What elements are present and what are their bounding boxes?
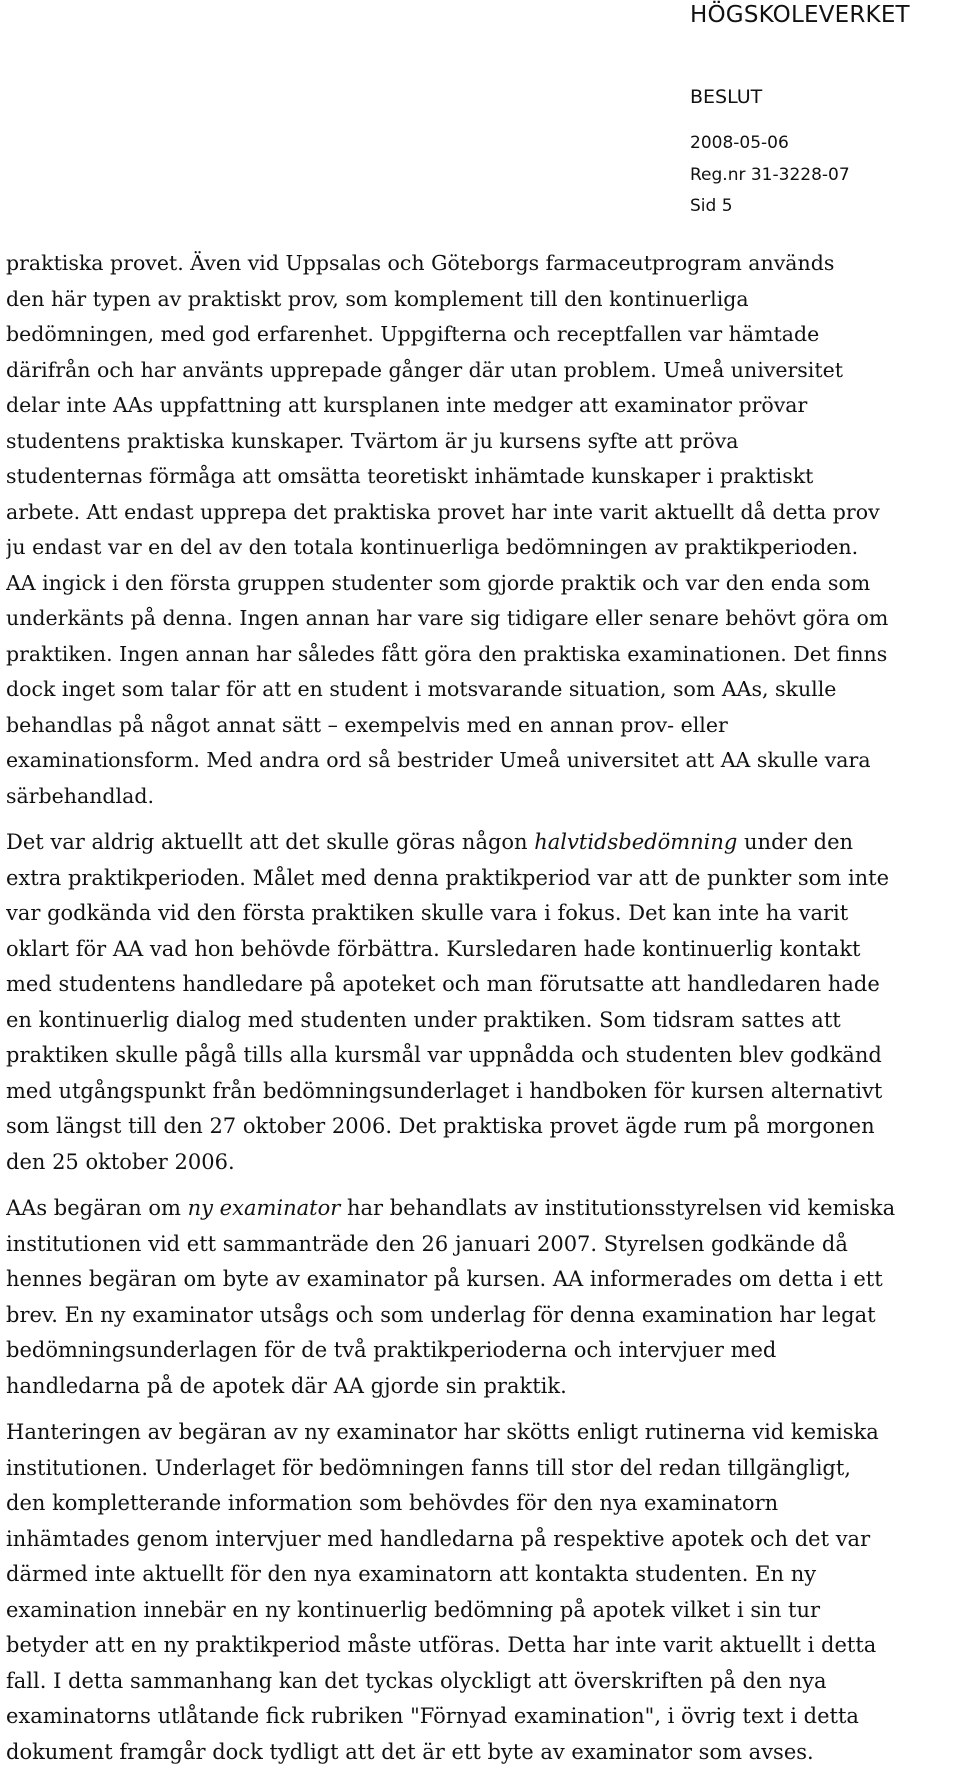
text-line — [6, 932, 948, 968]
text-line — [6, 1735, 948, 1771]
text-line — [6, 530, 948, 566]
text-segment: den här typen av praktiskt prov, som komplement till den kontinuerliga — [6, 286, 749, 311]
text-segment: med utgångspunkt från bedömningsunderlaget i handboken för kursen alternativt — [6, 1078, 883, 1103]
text-line — [6, 1298, 948, 1334]
text-line — [6, 1628, 948, 1664]
text-line — [6, 779, 948, 815]
text-segment: den kompletterande information som behövdes för den nya examinatorn — [6, 1491, 779, 1515]
text-line — [6, 1451, 948, 1487]
text-line — [6, 388, 948, 424]
text-line — [6, 1191, 948, 1227]
text-line — [6, 1486, 948, 1522]
text-segment: praktiken skulle pågå tills alla kursmål var uppnådda och studenten blev godkänd — [6, 1043, 882, 1067]
text-line — [6, 637, 948, 673]
text-segment: oklart för AA vad hon behövde förbättra. Kursledaren hade kontinuerlig kontakt — [6, 936, 861, 961]
text-line — [6, 495, 948, 531]
text-line — [6, 1109, 948, 1145]
emphasized-term: ny examinator — [187, 1196, 341, 1220]
text-segment: praktiska provet. Även vid Uppsalas och Göteborgs farmaceutprogram används — [6, 251, 835, 275]
text-line — [6, 317, 948, 353]
text-line — [6, 246, 948, 282]
text-line — [6, 1699, 948, 1735]
text-segment: behandlas på något annat sätt – exempelvis med en annan prov- eller — [6, 712, 728, 737]
text-segment: examination innebär en ny kontinuerlig bedömning på apotek vilket i sin tur — [6, 1597, 821, 1622]
text-segment: examinationsform. Med andra ord så bestrider Umeå universitet att AA skulle vara — [6, 748, 871, 772]
text-segment: institutionen. Underlaget för bedömningen fanns till stor del redan tillgängligt, — [6, 1455, 851, 1480]
text-segment: inhämtades genom intervjuer med handledarna på respektive apotek och det var — [6, 1526, 871, 1551]
text-segment: betyder att en ny praktikperiod måste utföras. Detta har inte varit aktuellt i detta — [6, 1633, 877, 1657]
text-line — [6, 566, 948, 602]
text-line — [6, 424, 948, 460]
registration-number: Reg.nr 31-3228-07 — [690, 165, 850, 185]
text-line — [6, 743, 948, 779]
page-number: Sid 5 — [690, 196, 733, 216]
text-line — [6, 1262, 948, 1298]
text-segment: med studentens handledare på apoteket och man förutsatte att handledaren hade — [6, 972, 880, 996]
text-segment: extra praktikperioden. Målet med denna praktikperiod var att de punkter som inte — [6, 865, 890, 890]
text-segment: dock inget som talar för att en student i motsvarande situation, som AAs, skulle — [6, 677, 837, 701]
text-line — [6, 967, 948, 1003]
text-line — [6, 601, 948, 637]
text-segment: var godkända vid den första praktiken skulle vara i fokus. Det kan inte ha varit — [6, 901, 849, 925]
text-line — [6, 1593, 948, 1629]
text-segment: underkänts på denna. Ingen annan har vare sig tidigare eller senare behövt göra om — [6, 606, 889, 630]
text-line — [6, 1369, 948, 1405]
text-segment: bedömningsunderlagen för de två praktikperioderna och intervjuer med — [6, 1338, 777, 1362]
emphasized-term: halvtidsbedömning — [534, 830, 738, 854]
text-segment: särbehandlad. — [6, 783, 154, 808]
text-segment: studenternas förmåga att omsätta teoretiskt inhämtade kunskaper i praktiskt — [6, 464, 814, 488]
text-segment: hennes begäran om byte av examinator på kursen. AA informerades om detta i ett — [6, 1267, 883, 1291]
text-line — [6, 282, 948, 318]
text-line — [6, 459, 948, 495]
text-line — [6, 1415, 948, 1451]
text-line — [6, 1074, 948, 1110]
text-line — [6, 1038, 948, 1074]
text-segment: delar inte AAs uppfattning att kursplanen inte medger att examinator prövar — [6, 393, 808, 417]
document-type: BESLUT — [690, 86, 763, 108]
text-segment: examinatorns utlåtande fick rubriken "Förnyad examination", i övrig text i detta — [6, 1704, 859, 1728]
text-line — [6, 861, 948, 897]
text-segment: praktiken. Ingen annan har således fått göra den praktiska examinationen. Det finns — [6, 641, 888, 666]
text-segment: bedömningen, med god erfarenhet. Uppgifterna och receptfallen var hämtade — [6, 322, 820, 346]
text-segment: den 25 oktober 2006. — [6, 1149, 235, 1174]
text-segment: brev. En ny examinator utsågs och som underlag för denna examination har legat — [6, 1302, 876, 1327]
text-segment: ju endast var en del av den totala kontinuerliga bedömningen av praktikperioden. — [6, 535, 859, 559]
text-line — [6, 1664, 948, 1700]
paragraph — [6, 246, 948, 814]
text-line — [6, 896, 948, 932]
text-line — [6, 1145, 948, 1181]
text-segment: dokument framgår dock tydligt att det är ett byte av examinator som avses. — [6, 1739, 814, 1764]
text-line — [6, 1227, 948, 1263]
document-date: 2008-05-06 — [690, 133, 789, 153]
text-line — [6, 1522, 948, 1558]
text-segment: har behandlats av institutionsstyrelsen vid kemiska — [340, 1196, 896, 1220]
text-segment: studentens praktiska kunskaper. Tvärtom är ju kursens syfte att pröva — [6, 428, 739, 453]
text-segment: institutionen vid ett sammanträde den 26 januari 2007. Styrelsen godkände då — [6, 1231, 848, 1256]
text-line — [6, 353, 948, 389]
paragraph — [6, 1191, 948, 1404]
paragraph — [6, 825, 948, 1180]
text-segment: arbete. Att endast upprepa det praktiska provet har inte varit aktuellt då detta prov — [6, 499, 880, 524]
text-line — [6, 1557, 948, 1593]
agency-name: HÖGSKOLEVERKET — [690, 2, 910, 28]
text-line — [6, 1333, 948, 1369]
text-segment: en kontinuerlig dialog med studenten under praktiken. Som tidsram sattes att — [6, 1007, 841, 1032]
text-segment: fall. I detta sammanhang kan det tyckas olyckligt att överskriften på den nya — [6, 1668, 827, 1693]
document-body — [6, 246, 948, 1781]
text-segment: Hanteringen av begäran av ny examinator har skötts enligt rutinerna vid kemiska — [6, 1420, 879, 1444]
text-segment: därifrån och har använts upprepade gånger där utan problem. Umeå universitet — [6, 357, 843, 382]
text-segment: därmed inte aktuellt för den nya examinatorn att kontakta studenten. En ny — [6, 1562, 817, 1586]
text-segment: Det var aldrig aktuellt att det skulle göras någon — [6, 830, 535, 854]
text-line — [6, 1003, 948, 1039]
text-segment: handledarna på de apotek där AA gjorde sin praktik. — [6, 1373, 567, 1398]
text-segment: AAs begäran om — [6, 1196, 188, 1220]
text-line — [6, 708, 948, 744]
text-segment: som längst till den 27 oktober 2006. Det praktiska provet ägde rum på morgonen — [6, 1114, 875, 1138]
text-segment: under den — [737, 830, 854, 854]
text-line — [6, 825, 948, 861]
text-line — [6, 672, 948, 708]
paragraph — [6, 1415, 948, 1770]
text-segment: AA ingick i den första gruppen studenter som gjorde praktik och var den enda som — [6, 570, 871, 595]
